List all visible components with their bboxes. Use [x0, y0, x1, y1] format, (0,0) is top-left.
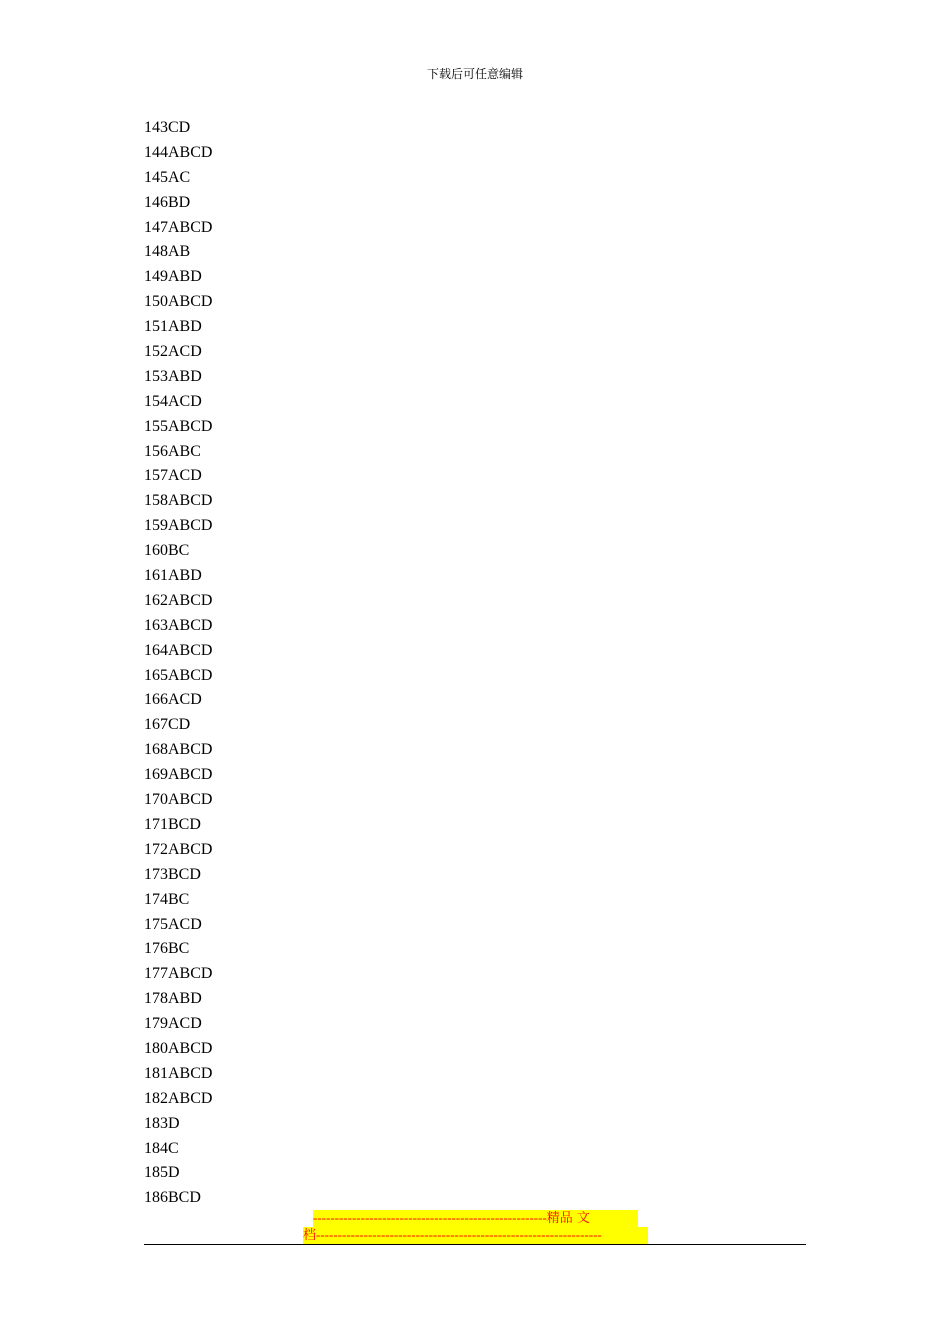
answer-item: 143CD — [144, 119, 191, 136]
footer-label-continued: 档 — [303, 1228, 317, 1243]
page-header: 下载后可任意编辑 — [426, 67, 523, 81]
answer-item: 168ABCD — [144, 741, 213, 759]
answer-item: 173BCD — [144, 865, 201, 883]
answer-item: 156ABC — [144, 442, 201, 460]
answer-item: 169ABCD — [144, 766, 213, 784]
answer-item: 147ABCD — [144, 218, 213, 236]
answer-item: 163ABCD — [144, 616, 213, 634]
answer-item: 167CD — [144, 716, 191, 734]
answer-item: 184C — [144, 1139, 179, 1157]
answer-item: 185D — [144, 1164, 180, 1182]
answer-item: 180ABCD — [144, 1039, 213, 1057]
footer-dashes: ------------------------------------------------------------------ — [316, 1227, 602, 1242]
answer-item: 171BCD — [144, 815, 201, 833]
answer-item: 151ABD — [144, 318, 202, 336]
answer-item: 146BD — [144, 193, 191, 211]
answer-item: 148AB — [144, 243, 191, 261]
answer-item: 152ACD — [144, 343, 202, 361]
answer-item: 170ABCD — [144, 791, 213, 809]
answer-item: 154ACD — [144, 392, 202, 410]
answer-item: 161ABD — [144, 567, 202, 585]
answer-item: 178ABD — [144, 990, 202, 1008]
footer-dashes: ------------------------------------------------------ — [313, 1210, 547, 1225]
answer-item: 181ABCD — [144, 1064, 213, 1082]
answer-item: 183D — [144, 1114, 180, 1132]
answer-item: 175ACD — [144, 915, 202, 933]
answer-item: 149ABD — [144, 268, 202, 286]
footer-watermark-line-2 — [303, 1227, 648, 1244]
answer-item: 177ABCD — [144, 965, 213, 983]
answer-item: 157ACD — [144, 467, 202, 485]
footer-watermark-line-1 — [313, 1210, 638, 1227]
answer-item: 166ACD — [144, 691, 202, 709]
answer-item: 182ABCD — [144, 1089, 213, 1107]
answer-item: 176BC — [144, 940, 190, 958]
answer-item: 179ACD — [144, 1015, 202, 1033]
answer-item: 165ABCD — [144, 666, 213, 684]
answer-item: 144ABCD — [144, 143, 213, 161]
answer-list — [144, 116, 212, 1211]
answer-item: 172ABCD — [144, 840, 213, 858]
footer-label: 精品 文 — [546, 1211, 590, 1226]
answer-item: 158ABCD — [144, 492, 213, 510]
answer-item: 162ABCD — [144, 591, 213, 609]
answer-item: 145AC — [144, 168, 191, 186]
answer-item: 164ABCD — [144, 641, 213, 659]
footer-divider — [144, 1244, 806, 1245]
answer-item: 153ABD — [144, 367, 202, 385]
answer-item: 155ABCD — [144, 417, 213, 435]
answer-item: 174BC — [144, 890, 190, 908]
answer-item: 160BC — [144, 542, 190, 560]
answer-item: 159ABCD — [144, 517, 213, 535]
answer-item: 186BCD — [144, 1189, 201, 1207]
answer-item: 150ABCD — [144, 293, 213, 311]
